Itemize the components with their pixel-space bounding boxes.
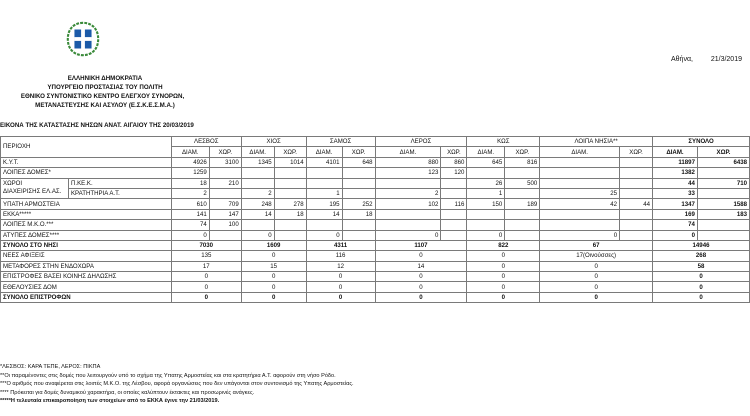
table-cell: 147 <box>209 209 241 219</box>
table-cell: 141 <box>171 209 209 219</box>
table-cell <box>342 188 375 198</box>
table-cell: 0 <box>171 282 241 292</box>
total-cell: 710 <box>697 178 749 188</box>
footnote: **** Πρόκειται για δομές δυναμικού χαρακτήρα, οι οποίες καλύπτουν έκτακτες και προσωρινές ανάγκες. <box>0 389 255 396</box>
table-cell <box>505 220 540 230</box>
table-cell: 14 <box>306 209 342 219</box>
table-cell <box>441 178 467 188</box>
table-cell: 252 <box>342 199 375 209</box>
sub-header-diam: ΔΙΑΜ. <box>171 147 209 157</box>
table-cell: 0 <box>241 272 306 282</box>
table-cell <box>441 230 467 240</box>
table-cell: 4311 <box>306 240 375 250</box>
date-value: 21/3/2019 <box>710 56 742 63</box>
table-cell: 0 <box>306 272 375 282</box>
total-cell: 169 <box>653 209 698 219</box>
total-cell: 33 <box>653 188 698 198</box>
table-cell: 0 <box>467 230 505 240</box>
total-cell: 268 <box>653 251 750 261</box>
table-cell: 2 <box>171 188 209 198</box>
table-cell: 0 <box>540 292 653 302</box>
document-title: ΕΙΚΟΝΑ ΤΗΣ ΚΑΤΑΣΤΑΣΗΣ ΝΗΣΩΝ ΑΝΑΤ. ΑΙΓΑΙΟΥ ΤΗΣ 20/03/2019 <box>0 122 194 129</box>
table-cell: 120 <box>441 168 467 178</box>
table-cell: 17 <box>171 261 241 271</box>
header-center: ΕΘΝΙΚΟ ΣΥΝΤΟΝΙΣΤΙΚΟ ΚΕΝΤΡΟ ΕΛΕΓΧΟΥ ΣΥΝΟΡΩΝ, <box>20 93 185 100</box>
table-cell: 2 <box>241 188 274 198</box>
footnote: *****Η τελευταία επικαιροποίηση των στοιχείων από το ΕΚΚΑ έγινε την 21/03/2019. <box>0 398 220 405</box>
sub-header-diam: ΔΙΑΜ. <box>306 147 342 157</box>
footnote: **Οι παραμένοντες στις δομές που λειτουργούν υπό το σχήμα της Υπατης Αρμοστείας και στα κρατητήρια Α.Τ. αφορούν στη νήσο Ρόδο. <box>0 372 336 379</box>
total-cell: 14946 <box>653 240 750 250</box>
table-cell <box>441 220 467 230</box>
table-cell <box>342 178 375 188</box>
total-cell: 0 <box>653 230 698 240</box>
island-header: ΛΕΡΟΣ <box>375 137 467 147</box>
footnote: ***Ο αριθμός που αναφέρεται στις λοιπές Μ.Κ.Ο. της Λέσβου, αφορά οργανώσεις που δεν υπάγονται στον συντονισμό της Υπατης Αρμοστείας. <box>0 381 354 388</box>
island-header: ΧΙΟΣ <box>241 137 306 147</box>
table-cell: 0 <box>375 282 467 292</box>
table-cell: 189 <box>505 199 540 209</box>
table-cell: 17(Οινούσσες) <box>540 251 653 261</box>
table-cell <box>505 209 540 219</box>
row-label: ΛΟΙΠΕΣ ΔΟΜΕΣ* <box>1 168 172 178</box>
table-cell: 195 <box>306 199 342 209</box>
table-cell <box>274 178 306 188</box>
table-cell: 102 <box>375 199 441 209</box>
header-country: ΕΛΛΗΝΙΚΗ ΔΗΜΟΚΡΑΤΙΑ <box>67 75 143 82</box>
table-cell: 0 <box>467 251 540 261</box>
sub-header-diam: ΔΙΑΜ. <box>241 147 274 157</box>
sub-header-xor: ΧΩΡ. <box>505 147 540 157</box>
table-cell: 25 <box>540 188 620 198</box>
table-cell: 1014 <box>274 157 306 167</box>
table-cell: 0 <box>375 230 441 240</box>
table-row <box>1 220 750 230</box>
table-cell <box>441 188 467 198</box>
total-cell: 183 <box>697 209 749 219</box>
table-cell: 860 <box>441 157 467 167</box>
table-cell: 709 <box>209 199 241 209</box>
table-cell: 0 <box>306 230 342 240</box>
table-cell: 3100 <box>209 157 241 167</box>
table-cell: 123 <box>375 168 441 178</box>
table-cell <box>505 168 540 178</box>
table-cell <box>620 168 653 178</box>
table-cell: 0 <box>540 230 620 240</box>
table-cell <box>620 220 653 230</box>
sub-header-xor: ΧΩΡ. <box>274 147 306 157</box>
table-cell: 44 <box>620 199 653 209</box>
table-cell: 0 <box>375 272 467 282</box>
island-status-table <box>0 136 750 303</box>
table-cell: 0 <box>540 272 653 282</box>
table-cell: 0 <box>241 292 306 302</box>
table-cell: 0 <box>241 282 306 292</box>
table-cell <box>209 230 241 240</box>
sub-header-xor: ΧΩΡ. <box>441 147 467 157</box>
table-row <box>1 292 750 302</box>
table-cell: 1345 <box>241 157 274 167</box>
table-cell: 0 <box>171 272 241 282</box>
table-cell <box>505 188 540 198</box>
table-cell: 0 <box>467 292 540 302</box>
table-cell <box>241 178 274 188</box>
row-label: ΜΕΤΑΦΟΡΕΣ ΣΤΗΝ ΕΝΔΟΧΩΡΑ <box>1 261 172 271</box>
table-cell: 15 <box>241 261 306 271</box>
row-label: ΣΥΝΟΛΟ ΕΠΙΣΤΡΟΦΩΝ <box>1 292 172 302</box>
table-cell: 816 <box>505 157 540 167</box>
table-cell <box>241 168 274 178</box>
table-cell <box>375 220 441 230</box>
total-cell: 0 <box>653 282 750 292</box>
total-cell <box>697 220 749 230</box>
table-cell <box>505 230 540 240</box>
total-cell: 1588 <box>697 199 749 209</box>
header-ministry: ΥΠΟΥΡΓΕΙΟ ΠΡΟΣΤΑΣΙΑΣ ΤΟΥ ΠΟΛΙΤΗ <box>47 84 163 91</box>
table-row <box>1 272 750 282</box>
table-cell: 0 <box>306 282 375 292</box>
table-cell: 42 <box>540 199 620 209</box>
table-cell <box>467 209 505 219</box>
table-cell: 648 <box>342 157 375 167</box>
total-cell: 0 <box>653 272 750 282</box>
table-cell <box>306 168 342 178</box>
table-cell <box>306 220 342 230</box>
table-cell <box>274 188 306 198</box>
header-agency: ΜΕΤΑΝΑΣΤΕΥΣΗΣ ΚΑΙ ΑΣΥΛΟΥ (Ε.Σ.Κ.Ε.Σ.Μ.Α.) <box>35 102 175 109</box>
row-label: Π.ΚΕ.Κ. <box>68 178 171 188</box>
table-cell: 14 <box>241 209 274 219</box>
region-header: ΠΕΡΙΟΧΗ <box>1 137 172 158</box>
table-cell: 248 <box>241 199 274 209</box>
table-cell: 610 <box>171 199 209 209</box>
table-cell: 500 <box>505 178 540 188</box>
total-cell: 6438 <box>697 157 749 167</box>
table-cell: 1259 <box>171 168 209 178</box>
total-cell <box>697 188 749 198</box>
table-cell: 278 <box>274 199 306 209</box>
table-cell <box>540 209 620 219</box>
table-row <box>1 168 750 178</box>
table-cell: 0 <box>241 230 274 240</box>
table-cell: 1 <box>467 188 505 198</box>
table-cell: 26 <box>467 178 505 188</box>
table-cell: 67 <box>540 240 653 250</box>
table-cell: 116 <box>441 199 467 209</box>
table-row <box>1 199 750 209</box>
row-label: ΕΠΙΣΤΡΟΦΕΣ ΒΑΣΕΙ ΚΟΙΝΗΣ ΔΗΛΩΣΗΣ <box>1 272 172 282</box>
table-cell <box>274 168 306 178</box>
total-cell: 11897 <box>653 157 698 167</box>
row-label: ΣΥΝΟΛΟ ΣΤΟ ΝΗΣΙ <box>1 240 172 250</box>
table-cell: 0 <box>540 261 653 271</box>
table-cell: 135 <box>171 251 241 261</box>
table-cell: 0 <box>375 292 467 302</box>
island-header: ΚΩΣ <box>467 137 540 147</box>
table-cell <box>209 168 241 178</box>
table-cell: 645 <box>467 157 505 167</box>
date-line <box>671 56 742 63</box>
table-cell <box>209 188 241 198</box>
row-label: ΛΟΙΠΕΣ Μ.Κ.Ο.*** <box>1 220 172 230</box>
sub-header-diam: ΔΙΑΜ. <box>467 147 505 157</box>
row-label: ΝΕΕΣ ΑΦΙΞΕΙΣ <box>1 251 172 261</box>
table-cell <box>620 209 653 219</box>
table-cell <box>540 168 620 178</box>
table-cell: 0 <box>241 251 306 261</box>
table-cell: 0 <box>467 282 540 292</box>
sub-header-diam: ΔΙΑΜ. <box>653 147 698 157</box>
total-cell: 1382 <box>653 168 698 178</box>
table-cell: 4926 <box>171 157 209 167</box>
total-cell: 74 <box>653 220 698 230</box>
table-cell: 1 <box>306 188 342 198</box>
sub-header-diam: ΔΙΑΜ. <box>540 147 620 157</box>
table-cell: 18 <box>342 209 375 219</box>
table-cell <box>620 230 653 240</box>
table-cell <box>342 220 375 230</box>
table-cell: 100 <box>209 220 241 230</box>
table-cell <box>241 220 274 230</box>
sub-header-xor: ΧΩΡ. <box>697 147 749 157</box>
table-cell: 1107 <box>375 240 467 250</box>
island-header: ΛΕΣΒΟΣ <box>171 137 241 147</box>
table-cell: 14 <box>375 261 467 271</box>
footnotes <box>0 363 354 406</box>
table-cell <box>375 209 441 219</box>
sub-header-xor: ΧΩΡ. <box>620 147 653 157</box>
table-cell: 116 <box>306 251 375 261</box>
table-cell: 150 <box>467 199 505 209</box>
table-row <box>1 282 750 292</box>
table-cell: 880 <box>375 157 441 167</box>
sub-header-diam: ΔΙΑΜ. <box>375 147 441 157</box>
row-label: ΚΡΑΤΗΤΗΡΙΑ Α.Τ. <box>68 188 171 198</box>
sub-header-xor: ΧΩΡ. <box>209 147 241 157</box>
table-cell: 0 <box>375 251 467 261</box>
table-row <box>1 261 750 271</box>
table-row <box>1 188 750 198</box>
table-cell <box>540 157 620 167</box>
table-cell: 4101 <box>306 157 342 167</box>
table-cell: 210 <box>209 178 241 188</box>
row-label: ΕΚΚΑ***** <box>1 209 172 219</box>
table-cell <box>620 157 653 167</box>
table-row <box>1 209 750 219</box>
table-cell <box>342 168 375 178</box>
total-cell <box>697 168 749 178</box>
table-cell: 18 <box>171 178 209 188</box>
table-cell: 12 <box>306 261 375 271</box>
table-cell <box>274 230 306 240</box>
table-cell: 0 <box>306 292 375 302</box>
row-label: ΑΤΥΠΕΣ ΔΟΜΕΣ**** <box>1 230 172 240</box>
table-cell <box>306 178 342 188</box>
police-areas-label: ΧΩΡΟΙ ΔΙΑΧΕΙΡΙΣΗΣ ΕΛ.ΑΣ. <box>1 178 69 199</box>
table-cell: 822 <box>467 240 540 250</box>
table-cell: 1609 <box>241 240 306 250</box>
total-cell: 1347 <box>653 199 698 209</box>
sub-header-xor: ΧΩΡ. <box>342 147 375 157</box>
table-cell: 18 <box>274 209 306 219</box>
row-label: ΥΠΑΤΗ ΑΡΜΟΣΤΕΙΑ <box>1 199 172 209</box>
table-cell: 0 <box>540 282 653 292</box>
table-cell: 0 <box>467 272 540 282</box>
table-row <box>1 157 750 167</box>
row-label: ΕΘΕΛΟΥΣΙΕΣ ΔΟΜ <box>1 282 172 292</box>
island-header: ΣΑΜΟΣ <box>306 137 375 147</box>
table-row <box>1 178 750 188</box>
total-cell <box>697 230 749 240</box>
table-cell: 0 <box>171 230 209 240</box>
table-cell: 7030 <box>171 240 241 250</box>
table-cell <box>467 220 505 230</box>
table-cell <box>467 168 505 178</box>
total-cell: 58 <box>653 261 750 271</box>
table-cell <box>441 209 467 219</box>
island-header: ΛΟΙΠΑ ΝΗΣΙΑ** <box>540 137 653 147</box>
table-cell <box>274 220 306 230</box>
table-cell: 0 <box>171 292 241 302</box>
table-cell <box>375 178 441 188</box>
total-cell: 44 <box>653 178 698 188</box>
table-cell: 2 <box>375 188 441 198</box>
table-cell <box>620 178 653 188</box>
total-header: ΣΥΝΟΛΟ <box>653 137 750 147</box>
table-cell <box>342 230 375 240</box>
table-row <box>1 230 750 240</box>
greek-state-emblem-icon <box>64 20 102 58</box>
total-cell: 0 <box>653 292 750 302</box>
footnote: *ΛΕΣΒΟΣ: ΚΑΡΑ ΤΕΠΕ, ΛΕΡΟΣ: ΠΙΚΠΑ <box>0 364 101 370</box>
table-cell: 74 <box>171 220 209 230</box>
date-city: Αθήνα, <box>670 56 693 63</box>
table-cell <box>620 188 653 198</box>
table-cell: 0 <box>467 261 540 271</box>
table-cell <box>540 220 620 230</box>
row-label: Κ.Υ.Τ. <box>1 157 172 167</box>
table-row <box>1 251 750 261</box>
table-cell <box>540 178 620 188</box>
table-row <box>1 240 750 250</box>
